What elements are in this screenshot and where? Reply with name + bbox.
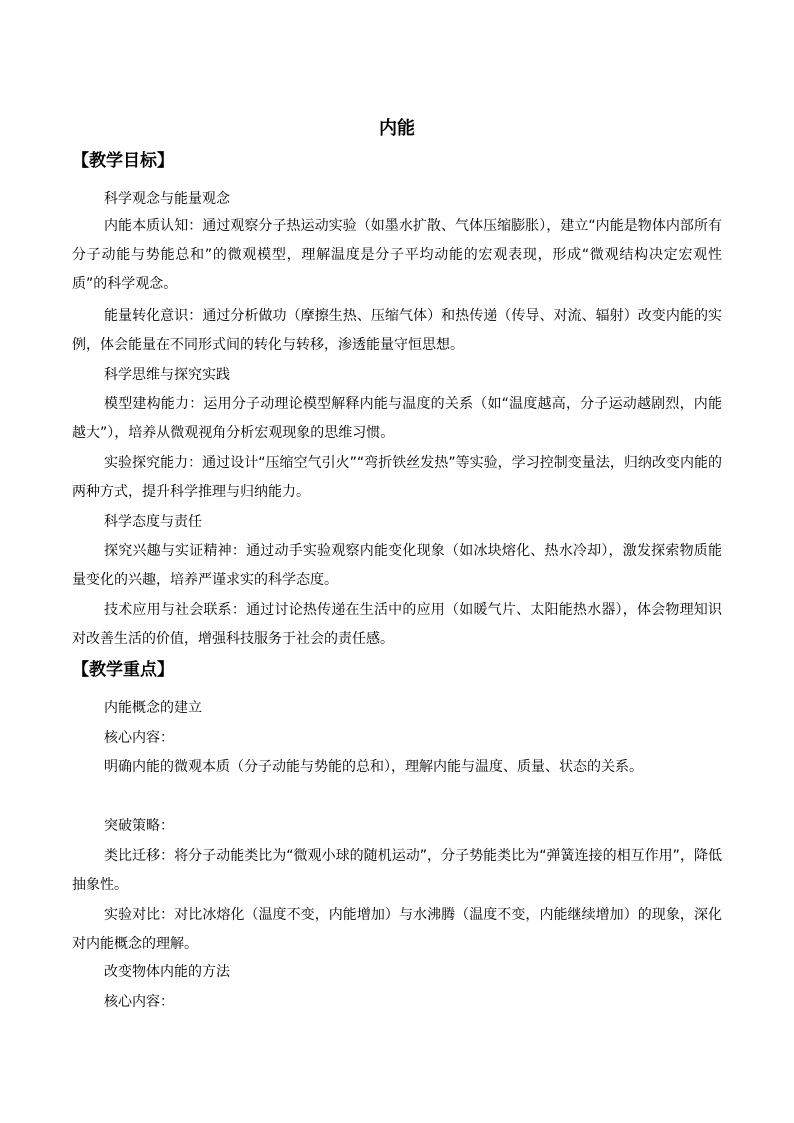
- paragraph-model-building: 模型建构能力：运用分子动理论模型解释内能与温度的关系（如“温度越高，分子运动越剧烈，内能越大”），培养从微观视角分析宏观现象的思维习惯。: [72, 396, 722, 441]
- paragraph-analogy-transfer: 类比迁移：将分子动能类比为“微观小球的随机运动”，分子势能类比为“弹簧连接的相互作用”，降低抽象性。: [72, 848, 722, 893]
- document-title: 内能: [379, 118, 415, 140]
- subheading-scientific-attitude: 科学态度与责任: [104, 514, 202, 530]
- subheading-methods-change-energy: 改变物体内能的方法: [104, 964, 230, 980]
- subheading-science-concepts: 科学观念与能量观念: [104, 191, 230, 207]
- paragraph-experiment-comparison: 实验对比：对比冰熔化（温度不变，内能增加）与水沸腾（温度不变，内能继续增加）的现象，深化对内能概念的理解。: [72, 907, 722, 952]
- subheading-core-content: 核心内容：: [104, 730, 174, 746]
- subheading-scientific-thinking: 科学思维与探究实践: [104, 367, 230, 383]
- subheading-core-content-2: 核心内容：: [104, 994, 174, 1010]
- paragraph-energy-conversion: 能量转化意识：通过分析做功（摩擦生热、压缩气体）和热传递（传导、对流、辐射）改变内能的实例，体会能量在不同形式间的转化与转移，渗透能量守恒思想。: [72, 308, 722, 353]
- subheading-breakthrough-strategy: 突破策略：: [104, 818, 174, 834]
- subheading-concept-establishment: 内能概念的建立: [104, 700, 202, 716]
- paragraph-experimental-inquiry: 实验探究能力：通过设计“压缩空气引火”“弯折铁丝发热”等实验，学习控制变量法，归纳改变内能的两种方式，提升科学推理与归纳能力。: [72, 455, 722, 500]
- paragraph-microscopic-nature: 明确内能的微观本质（分子动能与势能的总和），理解内能与温度、质量、状态的关系。: [104, 759, 643, 775]
- paragraph-inquiry-interest: 探究兴趣与实证精神：通过动手实验观察内能变化现象（如冰块熔化、热水冷却），激发探索物质能量变化的兴趣，培养严谨求实的科学态度。: [72, 543, 722, 588]
- section-heading-teaching-focus: 【教学重点】: [72, 660, 174, 680]
- paragraph-internal-energy-nature: 内能本质认知：通过观察分子热运动实验（如墨水扩散、气体压缩膨胀），建立“内能是物体内部所有分子动能与势能总和”的微观模型，理解温度是分子平均动能的宏观表现，形成“微观结构决定宏观性质”的科学观念。: [72, 218, 722, 292]
- section-heading-teaching-goals: 【教学目标】: [72, 151, 174, 171]
- paragraph-technology-application: 技术应用与社会联系：通过讨论热传递在生活中的应用（如暖气片、太阳能热水器），体会物理知识对改善生活的价值，增强科技服务于社会的责任感。: [72, 602, 722, 647]
